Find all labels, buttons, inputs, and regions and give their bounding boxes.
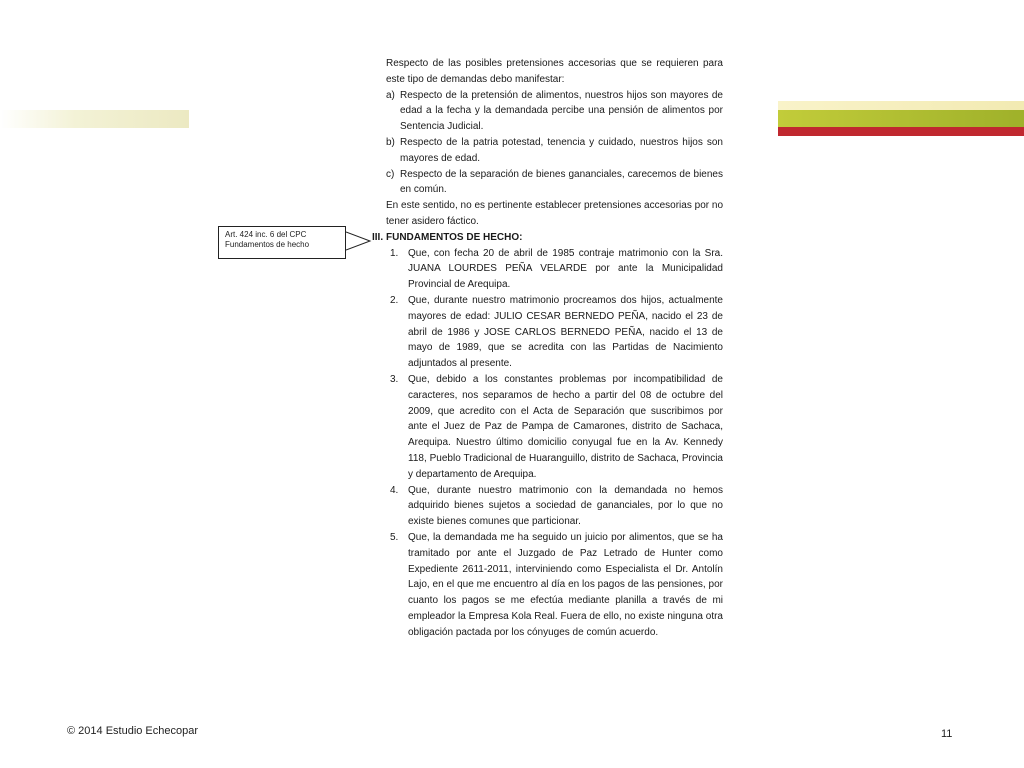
page-number: 11: [941, 728, 953, 740]
item-text: Que, durante nuestro matrimonio con la demandada no hemos adquirido bienes sujetos a sociedad de gananciales, por lo que no existe bienes comunes que particionar.: [408, 484, 723, 528]
conclusion-paragraph: En este sentido, no es pertinente establecer pretensiones accesorias por no tener asidero fáctico.: [386, 200, 723, 227]
lettered-item: [386, 135, 723, 167]
decorative-right-red-bar: [778, 127, 1024, 136]
section-title: FUNDAMENTOS DE HECHO:: [386, 231, 523, 243]
item-text: Que, debido a los constantes problemas por incompatibilidad de caracteres, nos separamos de hecho a partir del 08 de octubre del 2009, que acredito con el Acta de Separación que suscribimos por ante el Juez de Paz de Pampa de Camarones, distrito de Sachaca, Arequipa. Nuestro último domicilio conyugal fue en la Av. Kennedy 118, Pueblo Tradicional de Huaranguillo, distrito de Sachaca, Provincia y departamento de Arequipa.: [408, 373, 723, 480]
article-callout-box: [218, 226, 346, 259]
item-marker: 3.: [390, 373, 399, 385]
item-text: Que, la demandada me ha seguido un juicio por alimentos, que se ha tramitado por ante el Juzgado de Paz Letrado de Hunter como Expediente 2611-2011, interviniendo como Especialista el Dr. Antolín Lajo, en el que me encuentro al día en los pagos de las pensiones, por cuanto los pagos se me efectúa mediante planilla a través de mi empleador la Empresa Kola Real. Fuera de ello, no existe ninguna otra obligación pactada por los cónyuges de común acuerdo.: [408, 531, 723, 638]
callout-line-2: Fundamentos de hecho: [225, 240, 310, 249]
numbered-item: [390, 293, 723, 372]
item-marker: b): [386, 136, 395, 148]
section-number: III.: [372, 231, 384, 243]
item-marker: 2.: [390, 294, 399, 306]
item-marker: 5.: [390, 531, 399, 543]
item-marker: a): [386, 89, 395, 101]
section-heading: [372, 230, 723, 246]
callout-pointer-arrow: [346, 229, 372, 253]
footer-copyright: © 2014 Estudio Echecopar: [67, 725, 199, 737]
lettered-item: [386, 167, 723, 199]
item-text: Respecto de la patria potestad, tenencia y cuidado, nuestros hijos son mayores de edad.: [400, 136, 723, 164]
numbered-item: [390, 246, 723, 293]
item-text: Que, con fecha 20 de abril de 1985 contraje matrimonio con la Sra. JUANA LOURDES PEÑA VELARDE por ante la Municipalidad Provincial de Arequipa.: [408, 247, 723, 291]
document-body: [372, 56, 723, 640]
item-text: Respecto de la separación de bienes gananciales, carecemos de bienes en común.: [400, 168, 723, 196]
decorative-right-green-bar: [778, 110, 1024, 127]
decorative-right-cream-bar: [778, 101, 1024, 110]
item-marker: c): [386, 168, 395, 180]
callout-line-1: Art. 424 inc. 6 del CPC: [225, 230, 307, 239]
numbered-item: [390, 483, 723, 530]
numbered-item: [390, 530, 723, 641]
decorative-left-bar: [0, 110, 189, 128]
numbered-item: [390, 372, 723, 483]
intro-paragraph: Respecto de las posibles pretensiones accesorias que se requieren para este tipo de demandas debo manifestar:: [386, 58, 723, 85]
item-text: Que, durante nuestro matrimonio procreamos dos hijos, actualmente mayores de edad: JULIO CESAR BERNEDO PEÑA, nacido el 23 de abril de 1986 y JOSE CARLOS BERNEDO PEÑA, nacido el 13 de mayo de 1989, que se acredita con las Partidas de Nacimiento adjuntados al presente.: [408, 294, 723, 370]
item-text: Respecto de la pretensión de alimentos, nuestros hijos son mayores de edad a la fecha y la demandada percibe una pensión de alimentos por Sentencia Judicial.: [400, 89, 723, 133]
lettered-item: [386, 88, 723, 135]
item-marker: 4.: [390, 484, 399, 496]
item-marker: 1.: [390, 247, 399, 259]
